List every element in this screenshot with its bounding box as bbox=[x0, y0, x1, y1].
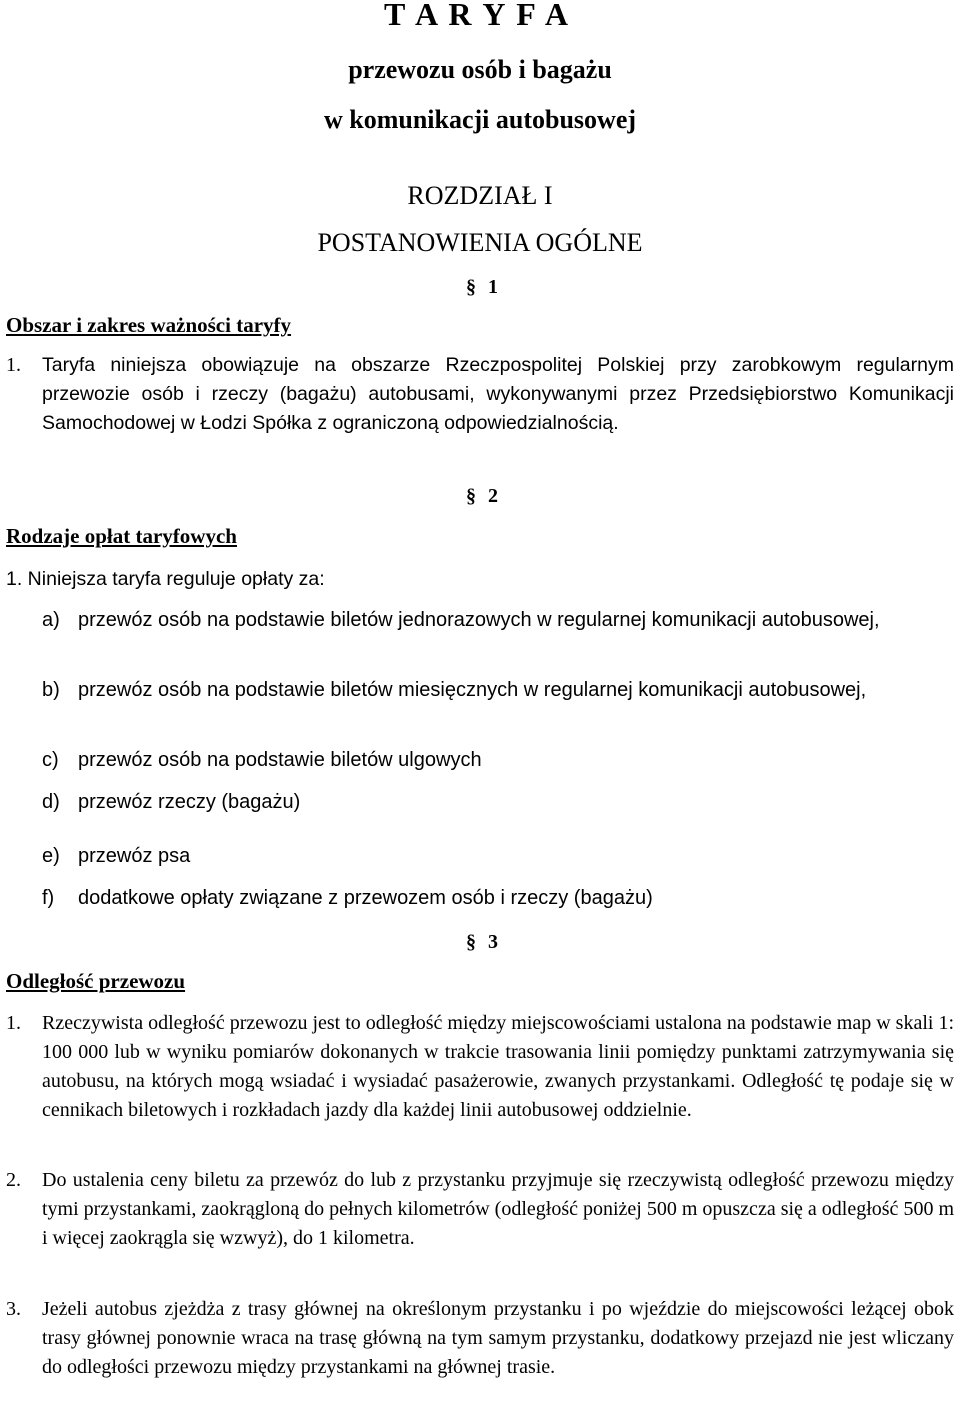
item-letter: e) bbox=[42, 845, 60, 867]
item-letter: c) bbox=[42, 749, 59, 771]
point-number: 1. bbox=[6, 354, 21, 376]
item-text: dodatkowe opłaty związane z przewozem osób i rzeczy (bagażu) bbox=[78, 887, 653, 909]
section-2-heading: Rodzaje opłat taryfowych bbox=[6, 524, 237, 548]
section-2-number bbox=[466, 486, 498, 506]
point-text: Jeżeli autobus zjeżdża z trasy głównej na określonym przystanku i po wjeździe do miejscowości leżącej obok trasy głównej ponownie wraca na trasę główną na tym samym przystanku, dodatkowy przejazd nie jest wliczany do odległości przewozu między przystankami na głównej trasie. bbox=[42, 1298, 954, 1378]
item-text: przewóz rzeczy (bagażu) bbox=[78, 791, 301, 813]
section-symbol: § bbox=[466, 485, 476, 507]
item-text: przewóz osób na podstawie biletów jednorazowych w regularnej komunikacji autobusowej, bbox=[78, 609, 880, 631]
section-symbol: § bbox=[466, 276, 476, 298]
point-text: Rzeczywista odległość przewozu jest to odległość między miejscowościami ustalona na podstawie map w skali 1: 100 000 lub w wyniku pomiarów dokonanych w trakcie trasowania linii pomiędzy punktami zatrzymywania się autobusu, na których mogą wsiadać i wysiadać pasażerowie, zwanych przystankami. Odległość tę podaje się w cennikach biletowych i rozkładach jazdy dla każdej linii autobusowej oddzielnie. bbox=[42, 1012, 954, 1121]
item-letter: f) bbox=[42, 887, 55, 909]
list-item-c bbox=[42, 746, 954, 775]
section-number: 2 bbox=[488, 485, 498, 507]
document-subtitle-line2: w komunikacji autobusowej bbox=[323, 105, 637, 134]
section-3-point-2 bbox=[6, 1166, 954, 1253]
section-number: 1 bbox=[488, 276, 498, 298]
section-symbol: § bbox=[466, 931, 476, 953]
list-item-d bbox=[42, 788, 954, 817]
point-text: Do ustalenia ceny biletu za przewóz do lub z przystanku przyjmuje się rzeczywistą odległość przewozu między tymi przystankami, zaokrągloną do pełnych kilometrów (odległość poniżej 500 m opuszcza się a odległość 500 m i więcej zaokrągla się wzwyż), do 1 kilometra. bbox=[42, 1169, 954, 1249]
point-number: 3. bbox=[6, 1298, 21, 1320]
list-item-f bbox=[42, 884, 954, 913]
section-2-intro: 1. Niniejsza taryfa reguluje opłaty za: bbox=[6, 568, 325, 590]
document-title: T A R Y F A bbox=[384, 0, 570, 32]
section-1-number bbox=[466, 277, 498, 297]
list-item-a bbox=[42, 606, 954, 635]
point-number: 2. bbox=[6, 1169, 21, 1191]
section-3-point-1 bbox=[6, 1009, 954, 1125]
section-3-heading: Odległość przewozu bbox=[6, 969, 186, 993]
point-number: 1. bbox=[6, 1012, 21, 1034]
chapter-subtitle: POSTANOWIENIA OGÓLNE bbox=[317, 228, 643, 257]
document-subtitle-line1: przewozu osób i bagażu bbox=[348, 55, 612, 84]
list-item-b bbox=[42, 676, 954, 705]
chapter-title: ROZDZIAŁ I bbox=[407, 181, 553, 210]
item-text: przewóz osób na podstawie biletów miesięcznych w regularnej komunikacji autobusowej, bbox=[78, 679, 867, 701]
section-1-heading: Obszar i zakres ważności taryfy bbox=[6, 313, 292, 337]
item-letter: d) bbox=[42, 791, 60, 813]
item-text: przewóz osób na podstawie biletów ulgowych bbox=[78, 749, 482, 771]
section-number: 3 bbox=[488, 931, 498, 953]
section-3-number bbox=[466, 932, 498, 952]
item-letter: b) bbox=[42, 679, 60, 701]
section-1-point-1 bbox=[6, 351, 954, 438]
item-text: przewóz psa bbox=[78, 845, 191, 867]
section-3-point-3 bbox=[6, 1295, 954, 1382]
point-text: Taryfa niniejsza obowiązuje na obszarze Rzeczpospolitej Polskiej przy zarobkowym regularnym przewozie osób i rzeczy (bagażu) autobusami, wykonywanymi przez Przedsiębiorstwo Komunikacji Samochodowej w Łodzi Spółka z ograniczoną odpowiedzialnością. bbox=[42, 354, 954, 434]
list-item-e bbox=[42, 842, 954, 871]
item-letter: a) bbox=[42, 609, 60, 631]
